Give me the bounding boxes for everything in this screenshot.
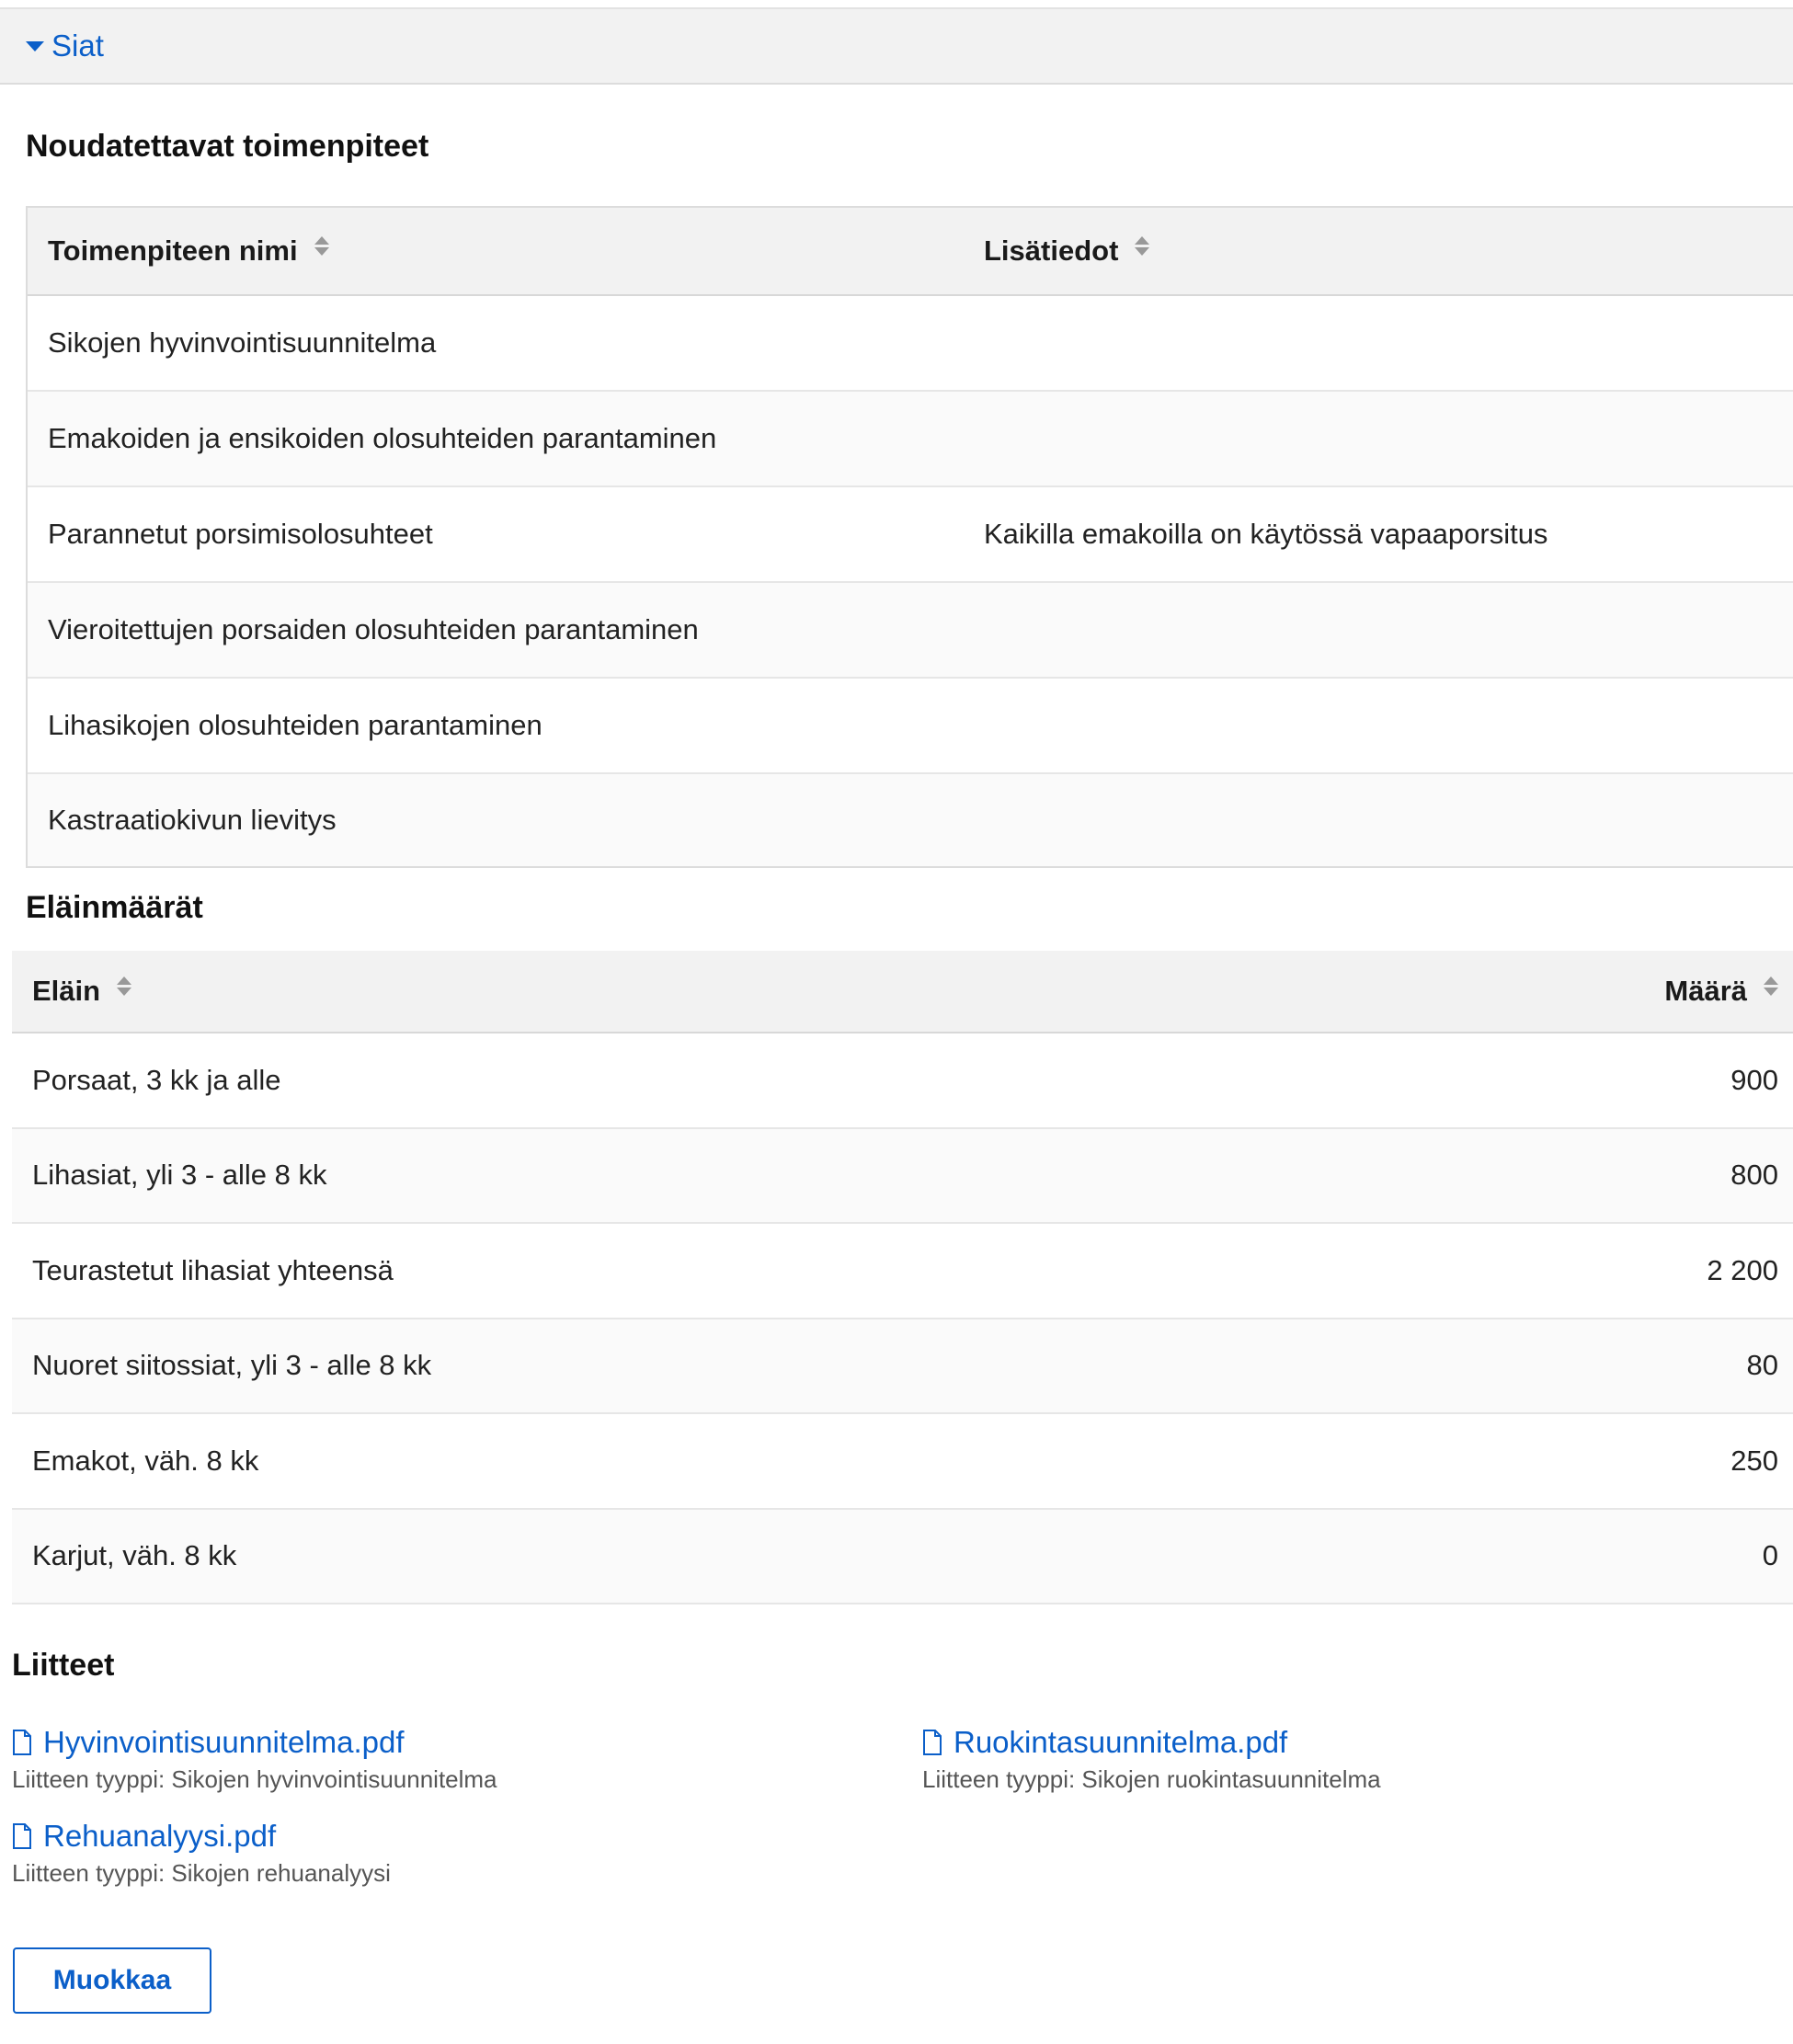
attachment-link[interactable]: [12, 1725, 839, 1760]
attachment-name: Ruokintasuunnitelma.pdf: [954, 1725, 1288, 1759]
measure-name-cell: Sikojen hyvinvointisuunnitelma: [48, 326, 437, 359]
measures-heading: Noudatettavat toimenpiteet: [26, 129, 429, 164]
table-row: [28, 296, 1793, 392]
animal-cell: Nuoret siitossiat, yli 3 - alle 8 kk: [32, 1349, 432, 1382]
table-row: [28, 774, 1793, 866]
table-row: [12, 1224, 1793, 1319]
section-title: Siat: [51, 29, 104, 63]
amount-cell: 250: [1730, 1444, 1778, 1477]
file-icon: [922, 1729, 942, 1756]
attachment-type: Liitteen tyyppi: Sikojen ruokintasuunnitelma: [922, 1765, 1381, 1793]
sort-icon[interactable]: [1764, 976, 1778, 996]
table-row: [12, 1033, 1793, 1129]
column-header-label: Määrä: [1664, 975, 1747, 1007]
table-row: [28, 487, 1793, 583]
table-row: [28, 583, 1793, 679]
attachment-link[interactable]: [12, 1819, 839, 1854]
table-row: [12, 1414, 1793, 1510]
animal-cell: Porsaat, 3 kk ja alle: [32, 1063, 281, 1096]
attachments-heading: Liitteet: [12, 1648, 115, 1683]
amount-cell: 900: [1730, 1063, 1778, 1096]
animals-heading: Eläinmäärät: [26, 890, 203, 925]
sort-icon[interactable]: [1135, 236, 1149, 256]
measure-name-cell: Kastraatiokivun lievitys: [48, 804, 337, 836]
attachment-link[interactable]: [922, 1725, 1750, 1760]
attachment-type: Liitteen tyyppi: Sikojen rehuanalyysi: [12, 1859, 391, 1887]
table-header-row: [28, 208, 1793, 296]
column-header-label: Toimenpiteen nimi: [48, 234, 298, 267]
amount-cell: 2 200: [1707, 1253, 1778, 1286]
caret-down-icon: [26, 41, 44, 51]
top-divider: [0, 0, 1793, 9]
animal-cell: Teurastetut lihasiat yhteensä: [32, 1253, 394, 1286]
attachment-name: Hyvinvointisuunnitelma.pdf: [43, 1725, 405, 1759]
table-row: [28, 392, 1793, 487]
attachment-item: [12, 1819, 839, 1888]
table-row: [28, 679, 1793, 774]
section-toggle-siat[interactable]: [0, 9, 1793, 85]
attachment-item: [922, 1725, 1750, 1794]
measures-table: [26, 206, 1793, 868]
measure-name-cell: Parannetut porsimisolosuhteet: [48, 518, 433, 550]
table-header-row: [12, 951, 1793, 1033]
animal-cell: Lihasiat, yli 3 - alle 8 kk: [32, 1159, 327, 1192]
amount-cell: 80: [1746, 1349, 1778, 1382]
attachment-type: Liitteen tyyppi: Sikojen hyvinvointisuunnitelma: [12, 1765, 497, 1793]
column-header-animal[interactable]: [12, 975, 1425, 1008]
edit-button[interactable]: Muokkaa: [13, 1947, 211, 2014]
sort-icon[interactable]: [117, 976, 131, 996]
table-row: [12, 1510, 1793, 1605]
table-row: [12, 1129, 1793, 1225]
attachment-name: Rehuanalyysi.pdf: [43, 1819, 277, 1853]
amount-cell: 800: [1730, 1159, 1778, 1192]
sort-icon[interactable]: [314, 236, 329, 256]
measure-info-cell: Kaikilla emakoilla on käytössä vapaaporsitus: [984, 518, 1548, 550]
file-icon: [12, 1729, 32, 1756]
column-header-label: Eläin: [32, 975, 101, 1007]
column-header-amount[interactable]: [1425, 975, 1793, 1008]
amount-cell: 0: [1762, 1539, 1778, 1572]
measure-name-cell: Lihasikojen olosuhteiden parantaminen: [48, 709, 542, 741]
table-row: [12, 1319, 1793, 1415]
measure-name-cell: Vieroitettujen porsaiden olosuhteiden parantaminen: [48, 613, 699, 645]
column-header-label: Lisätiedot: [984, 234, 1119, 267]
column-header-additional-info[interactable]: [984, 234, 1793, 268]
file-icon: [12, 1822, 32, 1850]
column-header-measure-name[interactable]: [28, 234, 984, 268]
animal-cell: Karjut, väh. 8 kk: [32, 1539, 237, 1572]
animals-table: [12, 951, 1793, 1604]
attachment-item: [12, 1725, 839, 1794]
measure-name-cell: Emakoiden ja ensikoiden olosuhteiden parantaminen: [48, 422, 717, 454]
animal-cell: Emakot, väh. 8 kk: [32, 1444, 259, 1477]
